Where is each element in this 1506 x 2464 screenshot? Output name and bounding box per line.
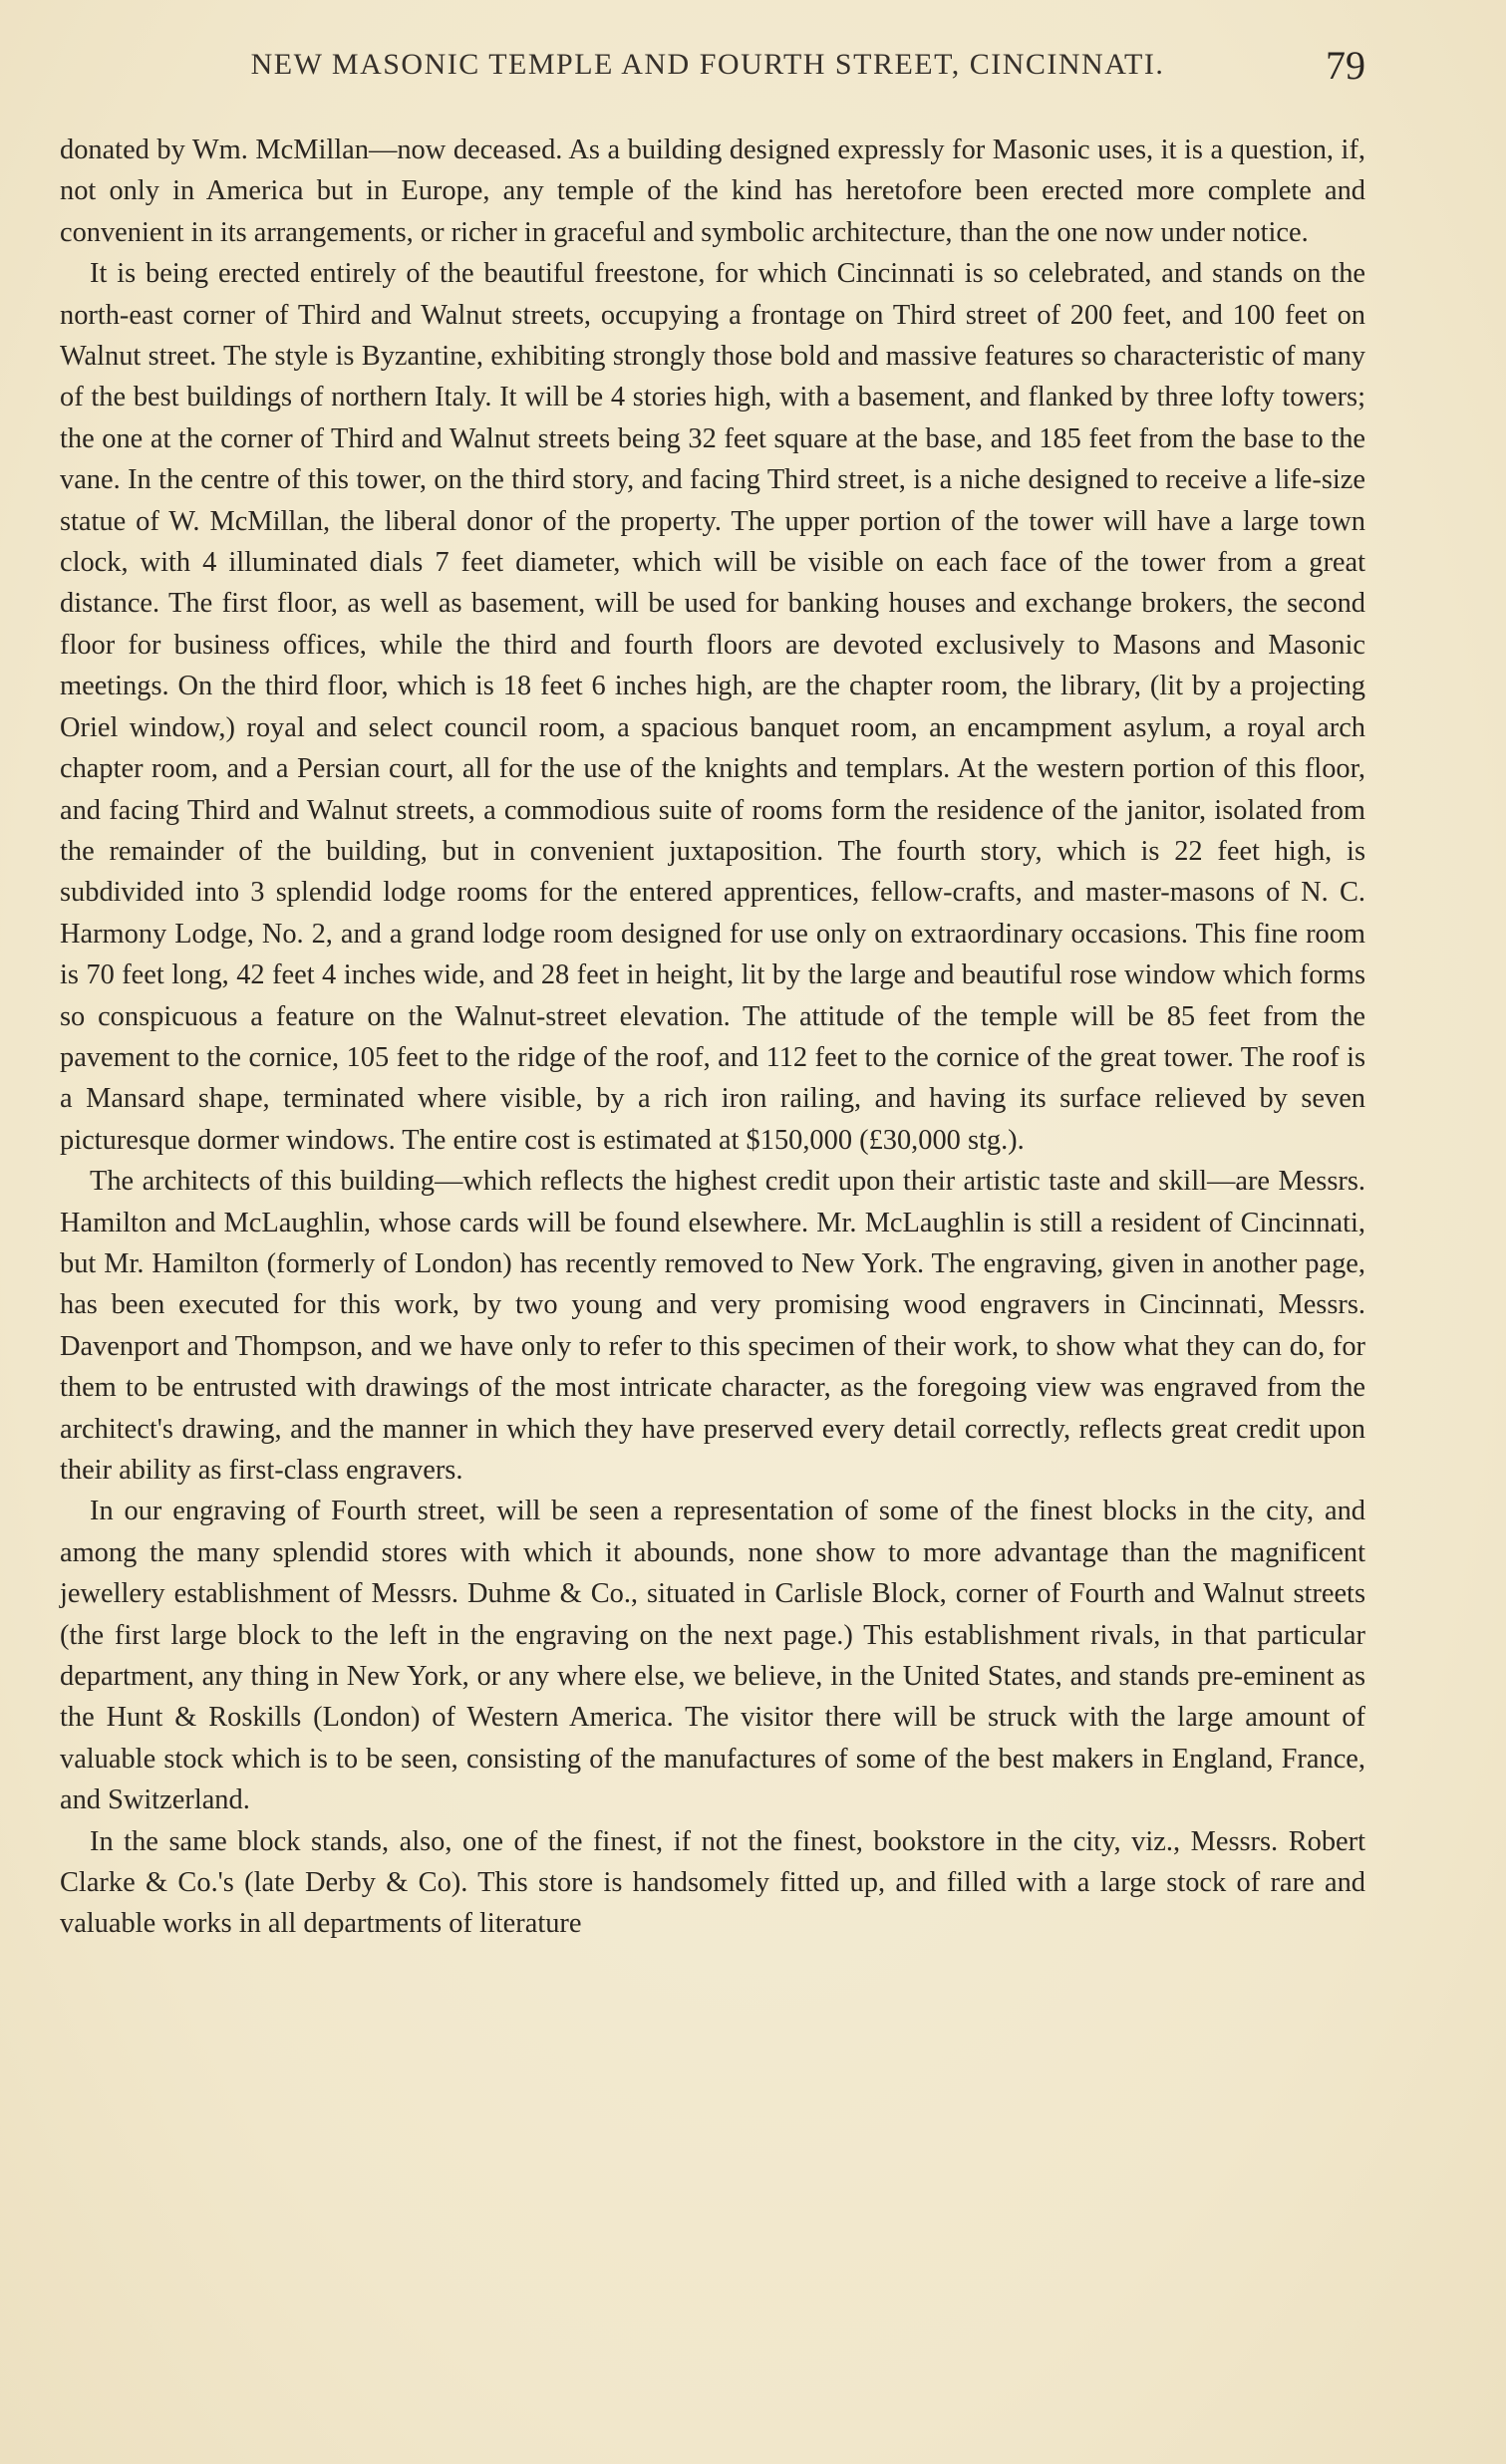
running-head [60, 43, 1365, 98]
body-text [60, 130, 1365, 1945]
paragraph-temple-description: It is being erected entirely of the beautiful freestone, for which Cincinnati is so celebrated, and stands on the north-east corner of Third and Walnut streets, occupying a frontage on Third street of 200 feet, and 100 feet on Walnut street. The style is Byzantine, exhibiting strongly those bold and massive features so characteristic of many of the best buildings of northern Italy. It will be 4 stories high, with a basement, and flanked by three lofty towers; the one at the corner of Third and Walnut streets being 32 feet square at the base, and 185 feet from the base to the vane. In the centre of this tower, on the third story, and facing Third street, is a niche designed to receive a life-size statue of W. McMillan, the liberal donor of the property. The upper portion of the tower will have a large town clock, with 4 illuminated dials 7 feet diameter, which will be visible on each face of the tower from a great distance. The first floor, as well as basement, will be used for banking houses and exchange brokers, the second floor for business offices, while the third and fourth floors are devoted exclusively to Masons and Masonic meetings. On the third floor, which is 18 feet 6 inches high, are the chapter room, the library, (lit by a projecting Oriel window,) royal and select council room, a spacious banquet room, an encampment asylum, a royal arch chapter room, and a Persian court, all for the use of the knights and templars. At the western portion of this floor, and facing Third and Walnut streets, a commodious suite of rooms form the residence of the janitor, isolated from the remainder of the building, but in convenient juxtaposition. The fourth story, which is 22 feet high, is subdivided into 3 splendid lodge rooms for the entered apprentices, fellow-crafts, and master-masons of N. C. Harmony Lodge, No. 2, and a grand lodge room designed for use only on extraordinary occasions. This fine room is 70 feet long, 42 feet 4 inches wide, and 28 feet in height, lit by the large and beautiful rose window which forms so conspicuous a feature on the Walnut-street elevation. The attitude of the temple will be 85 feet from the pavement to the cornice, 105 feet to the ridge of the roof, and 112 feet to the cornice of the great tower. The roof is a Mansard shape, terminated where visible, by a rich iron railing, and having its surface relieved by seven picturesque dormer windows. The entire cost is estimated at $150,000 (£30,000 stg.). [60, 258, 1365, 1156]
paragraph-fourth-street: In our engraving of Fourth street, will be seen a representation of some of the finest blocks in the city, and among the many splendid stores with which it abounds, none show to more advantage than the magnificent jewellery establishment of Messrs. Duhme & Co., situated in Carlisle Block, corner of Fourth and Walnut streets (the first large block to the left in the engraving on the next page.) This establishment rivals, in that particular department, any thing in New York, or any where else, we believe, in the United States, and stands pre-eminent as the Hunt & Roskills (London) of Western America. The visitor there will be struck with the large amount of valuable stock which is to be seen, consisting of the manufactures of some of the best makers in England, France, and Switzerland. [60, 1496, 1365, 1816]
paragraph-architects: The architects of this building—which reflects the highest credit upon their artistic taste and skill—are Messrs. Hamilton and McLaughlin, whose cards will be found elsewhere. Mr. McLaughlin is still a resident of Cincinnati, but Mr. Hamilton (formerly of London) has recently removed to New York. The engraving, given in another page, has been executed for this work, by two young and very promising wood engravers in Cincinnati, Messrs. Davenport and Thompson, and we have only to refer to this specimen of their work, to show what they can do, for them to be entrusted with drawings of the most intricate character, as the foregoing view was engraved from the architect's drawing, and the manner in which they have preserved every detail correctly, reflects great credit upon their ability as first-class engravers. [60, 1166, 1365, 1486]
running-title: NEW MASONIC TEMPLE AND FOURTH STREET, CINCINNATI. [250, 48, 1165, 81]
paragraph-continued: donated by Wm. McMillan—now deceased. As a building designed expressly for Masonic uses, it is a question, if, not only in America but in Europe, any temple of the kind has heretofore been erected more complete and convenient in its arrangements, or richer in graceful and symbolic architecture, than the one now under notice. [60, 135, 1365, 248]
paragraph-bookstore: In the same block stands, also, one of the finest, if not the finest, bookstore in the city, viz., Messrs. Robert Clarke & Co.'s (late Derby & Co). This store is handsomely fitted up, and filled with a large stock of rare and valuable works in all departments of literature [60, 1825, 1365, 1940]
page-number: 79 [1326, 43, 1365, 88]
